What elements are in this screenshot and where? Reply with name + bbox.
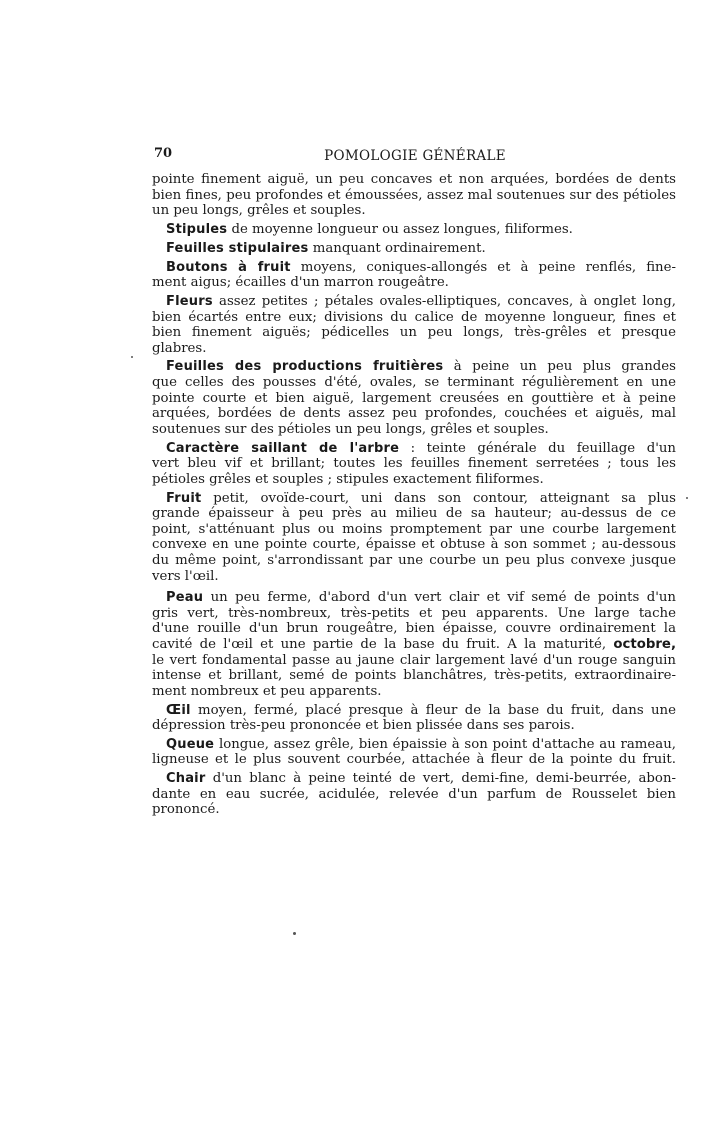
text-line: vers l'œil.: [152, 568, 219, 584]
text-line: bien finement aiguës; pédicelles un peu longs, très-grêles et presque: [152, 325, 676, 341]
term-heading: Caractère saillant de l'arbre: [166, 440, 400, 456]
text-line: bien fines, peu profondes et émoussées, assez mal soutenues sur des pétioles: [152, 187, 676, 203]
paragraph-chair: [152, 771, 676, 818]
scan-speck: [686, 497, 688, 499]
text-line: un peu longs, grêles et souples.: [152, 203, 366, 219]
text-line: bien écartés entre eux; divisions du calice de moyenne longueur, fines et: [152, 309, 676, 325]
text-line: dépression très-peu prononcée et bien plissée dans ses parois.: [152, 718, 575, 734]
text-line: soutenues sur des pétioles un peu longs, grêles et souples.: [152, 421, 549, 437]
line-text: manquant ordinairement.: [308, 240, 486, 256]
paragraph-oeil: [152, 703, 676, 734]
text-line: [152, 359, 676, 375]
text-line: pointe courte et bien aiguë, largement creusées en gouttière et à peine: [152, 390, 676, 406]
text-line: le vert fondamental passe au jaune clair largement lavé d'un rouge sanguin: [152, 652, 676, 668]
text-line: dante en eau sucrée, acidulée, relevée d'un parfum de Rousselet bien: [152, 786, 676, 802]
text-line: ment aigus; écailles d'un marron rougeâtre.: [152, 275, 449, 291]
term-heading: Chair: [166, 771, 206, 787]
paragraph-caractere: [152, 441, 676, 488]
term-heading: Feuilles des productions fruitières: [166, 359, 444, 375]
paragraph-fruit: [152, 491, 676, 585]
emphasis-octobre: octobre,: [613, 636, 676, 652]
paragraph-continuation: [152, 172, 676, 219]
term-heading: Peau: [166, 590, 204, 606]
paragraph-peau: [152, 590, 676, 699]
text-line: gris vert, très-nombreux, très-petits et peu apparents. Une large tache: [152, 605, 676, 621]
text-line: glabres.: [152, 340, 207, 356]
term-heading: Œil: [166, 702, 191, 718]
term-heading: Fleurs: [166, 293, 213, 309]
page-number: 70: [154, 146, 173, 161]
text-line: [152, 590, 676, 606]
text-line: point, s'atténuant plus ou moins promptement par une courbe largement: [152, 521, 676, 537]
text-line: [152, 771, 676, 787]
line-text: un peu ferme, d'abord d'un vert clair et vif semé de points d'un: [203, 590, 676, 606]
text-line: [152, 703, 676, 719]
scan-speck: [131, 356, 133, 358]
text-line: prononcé.: [152, 802, 220, 818]
term-heading: Feuilles stipulaires: [166, 240, 309, 256]
paragraph-fleurs: [152, 294, 676, 356]
term-heading: Fruit: [166, 490, 202, 506]
text-line: [152, 441, 676, 457]
line-text: assez petites ; pétales ovales-elliptiques, concaves, à onglet long,: [212, 293, 676, 309]
text-line: arquées, bordées de dents assez peu profondes, couchées et aiguës, mal: [152, 406, 676, 422]
text-line: ment nombreux et peu apparents.: [152, 683, 382, 699]
line-text: petit, ovoïde-court, uni dans son contour, atteignant sa plus: [201, 490, 676, 506]
text-line: [152, 241, 676, 257]
line-text: d'un blanc à peine teinté de vert, demi-fine, demi-beurrée, abon-: [205, 771, 676, 787]
text-line: pétioles grêles et souples ; stipules exactement filiformes.: [152, 471, 544, 487]
line-text: de moyenne longueur ou assez longues, filiformes.: [227, 221, 573, 237]
line-text: : teinte générale du feuillage d'un: [399, 440, 676, 456]
term-heading: Boutons à fruit: [166, 259, 291, 275]
text-line: vert bleu vif et brillant; toutes les feuilles finement serretées ; tous les: [152, 456, 676, 472]
line-text: cavité de l'œil et une partie de la base du fruit. A la maturité,: [152, 636, 614, 652]
text-line: [152, 260, 676, 276]
text-line: [152, 737, 676, 753]
text-line: que celles des pousses d'été, ovales, se terminant régulièrement en une: [152, 375, 676, 391]
text-line: grande épaisseur à peu près au milieu de sa hauteur; au-dessus de ce: [152, 506, 676, 522]
line-text: à peine un peu plus grandes: [443, 359, 676, 375]
text-line: [152, 637, 676, 653]
term-heading: Stipules: [166, 221, 228, 237]
text-line: pointe finement aiguë, un peu concaves et non arquées, bordées de dents: [152, 172, 676, 187]
paragraph-feuilles-stipulaires: [152, 241, 676, 257]
term-heading: Queue: [166, 736, 215, 752]
running-head: POMOLOGIE GÉNÉRALE: [324, 148, 506, 164]
paragraph-stipules: [152, 222, 676, 238]
paragraph-queue: [152, 737, 676, 768]
text-line: ligneuse et le plus souvent courbée, attachée à fleur de la pointe du fruit.: [152, 752, 676, 768]
paragraph-boutons: [152, 260, 676, 291]
line-text: moyen, fermé, placé presque à fleur de la base du fruit, dans une: [190, 702, 676, 718]
text-line: [152, 491, 676, 507]
text-line: d'une rouille d'un brun rougeâtre, bien épaisse, couvre ordinairement la: [152, 621, 676, 637]
page-body: [152, 172, 676, 821]
text-line: du même point, s'arrondissant par une courbe un peu plus convexe jusque: [152, 552, 676, 568]
text-line: intense et brillant, semé de points blanchâtres, très-petits, extraordinaire-: [152, 668, 676, 684]
text-line: [152, 294, 676, 310]
line-text: moyens, coniques-allongés et à peine renflés, fine-: [290, 259, 676, 275]
text-line: convexe en une pointe courte, épaisse et obtuse à son sommet ; au-dessous: [152, 537, 676, 553]
text-line: [152, 222, 676, 238]
line-text: longue, assez grêle, bien épaissie à son point d'attache au rameau,: [214, 736, 676, 752]
paragraph-feuilles-productions: [152, 359, 676, 437]
scan-speck: [293, 932, 296, 935]
